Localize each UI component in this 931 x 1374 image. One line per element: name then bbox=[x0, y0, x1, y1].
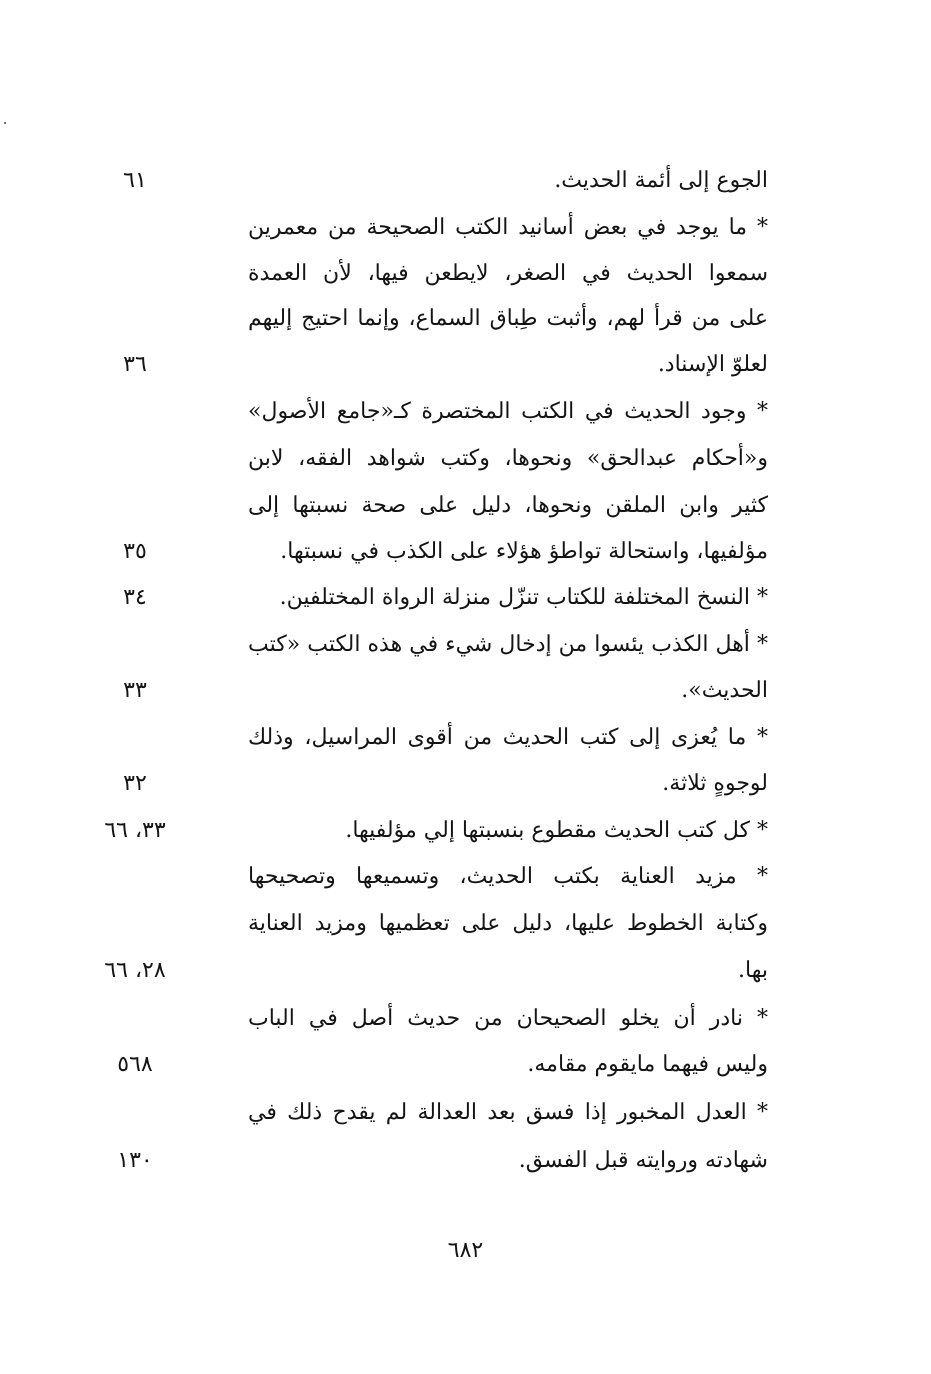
page-reference: ٢٨، ٦٦ bbox=[104, 958, 166, 983]
index-line: * كل كتب الحديث مقطوع بنسبتها إلي مؤلفيها. bbox=[345, 818, 768, 843]
page-reference: ٣٦ bbox=[123, 352, 147, 377]
page-reference: ٥٦٨ bbox=[117, 1052, 153, 1077]
page-number: ٦٨٢ bbox=[447, 1238, 484, 1263]
index-line: الجوع إلى أئمة الحديث. bbox=[554, 168, 768, 193]
index-line: مؤلفيها، واستحالة تواطؤ هؤلاء على الكذب في نسبتها. bbox=[280, 539, 768, 564]
index-line: * نادر أن يخلو الصحيحان من حديث أصل في الباب bbox=[248, 1006, 768, 1031]
index-line: بها. bbox=[738, 958, 768, 983]
index-line: لعلوّ الإسناد. bbox=[657, 352, 768, 377]
page-reference: ١٣٠ bbox=[117, 1148, 153, 1173]
index-line: * أهل الكذب يئسوا من إدخال شيء في هذه الكتب «كتب bbox=[248, 632, 768, 657]
scan-mark bbox=[4, 122, 6, 124]
index-line: لوجوهٍ ثلاثة. bbox=[662, 771, 768, 796]
index-line: * وجود الحديث في الكتب المختصرة كـ«جامع الأصول» bbox=[248, 399, 768, 424]
index-line: على من قرأ لهم، وأثبت طِباق السماع، وإنما احتيج إليهم bbox=[248, 306, 769, 331]
index-line: * ما يوجد في بعض أسانيد الكتب الصحيحة من معمرين bbox=[248, 215, 768, 240]
page-reference: ٣٥ bbox=[123, 539, 147, 564]
index-line: وليس فيهما مايقوم مقامه. bbox=[527, 1052, 768, 1077]
index-line: سمعوا الحديث في الصغر، لايطعن فيها، لأن العمدة bbox=[248, 261, 768, 286]
index-line: * النسخ المختلفة للكتاب تنزّل منزلة الرواة المختلفين. bbox=[279, 585, 768, 610]
page-reference: ٣٣ bbox=[123, 678, 147, 703]
index-line: * مزيد العناية بكتب الحديث، وتسميعها وتصحيحها bbox=[248, 864, 768, 889]
page-reference: ٣٣، ٦٦ bbox=[104, 818, 166, 843]
page-reference: ٣٢ bbox=[123, 771, 147, 796]
index-line: كثير وابن الملقن ونحوها، دليل على صحة نسبتها إلى bbox=[248, 493, 768, 518]
index-line: * العدل المخبور إذا فسق بعد العدالة لم يقدح ذلك في bbox=[248, 1100, 768, 1125]
page-reference: ٣٤ bbox=[123, 585, 147, 610]
index-line: شهادته وروايته قبل الفسق. bbox=[518, 1148, 768, 1173]
index-line: وكتابة الخطوط عليها، دليل على تعظميها ومزيد العناية bbox=[248, 911, 768, 936]
index-line: * ما يُعزى إلى كتب الحديث من أقوى المراسيل، وذلك bbox=[248, 725, 768, 750]
index-line: الحديث». bbox=[681, 678, 768, 703]
index-line: و«أحكام عبدالحق» ونحوها، وكتب شواهد الفقه، لابن bbox=[248, 446, 768, 471]
page-reference: ٦١ bbox=[123, 168, 147, 193]
